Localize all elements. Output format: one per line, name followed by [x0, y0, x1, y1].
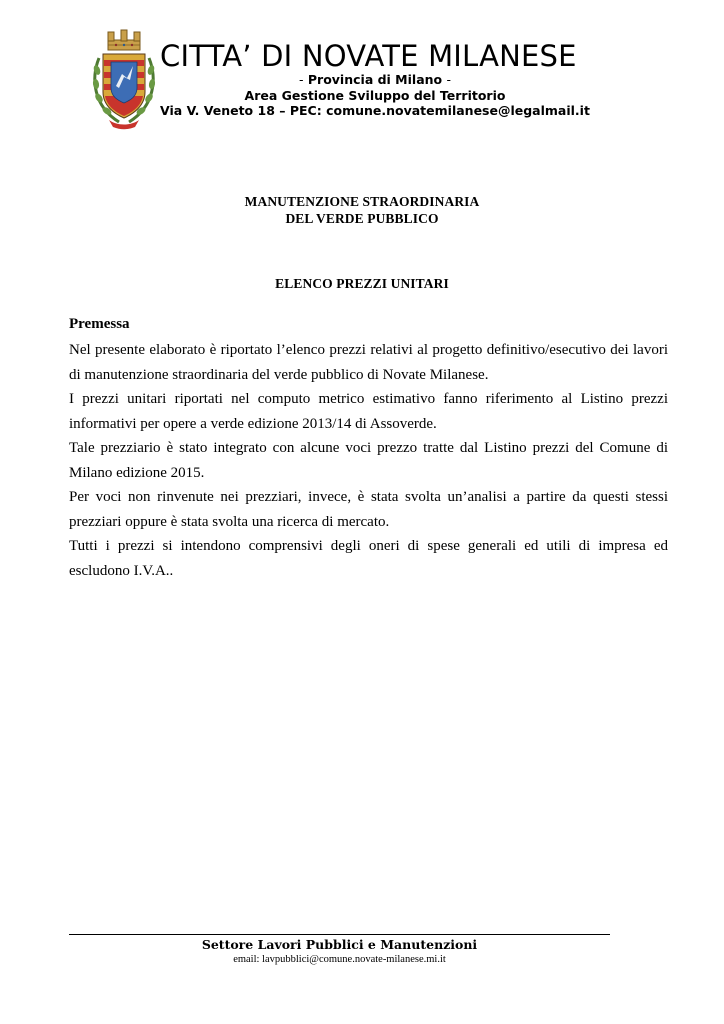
- address-line: Via V. Veneto 18 – PEC: comune.novatemilanese@legalmail.it: [160, 103, 590, 118]
- footer-department: Settore Lavori Pubblici e Manutenzioni: [201, 937, 478, 952]
- municipality-name: CITTA’ DI NOVATE MILANESE: [160, 39, 577, 73]
- province-dash-left: -: [299, 72, 304, 87]
- footer-divider: [69, 934, 610, 935]
- document-title-line2: DEL VERDE PUBBLICO: [285, 211, 439, 226]
- crown-icon: [108, 30, 140, 50]
- province-line: [160, 72, 590, 88]
- paragraph: Nel presente elaborato è riportato l’elenco prezzi relativi al progetto definitivo/esecutivo dei lavori di manutenzione straordinaria del verde pubblico di Novate Milanese.: [69, 342, 668, 383]
- department-name: Area Gestione Sviluppo del Territorio: [244, 88, 506, 103]
- paragraph: Per voci non rinvenute nei prezziari, invece, è stata svolta un’analisi a partire da questi stessi prezziari oppure è stata svolta una ricerca di mercato.: [69, 489, 668, 530]
- footer-email: email: lavpubblici@comune.novate-milanese.mi.it: [233, 954, 446, 965]
- paragraph: Tutti i prezzi si intendono comprensivi degli oneri di spese generali ed utili di impresa ed escludono I.V.A..: [69, 538, 668, 579]
- document-title-line1: MANUTENZIONE STRAORDINARIA: [244, 194, 480, 209]
- paragraph: Tale prezziario è stato integrato con alcune voci prezzo tratte dal Listino prezzi del Comune di Milano edizione 2015.: [69, 440, 668, 481]
- section-heading: Premessa: [69, 316, 130, 332]
- paragraph: I prezzi unitari riportati nel computo metrico estimativo fanno riferimento al Listino prezzi informativi per opere a verde edizione 2013/14 di Assoverde.: [69, 391, 668, 432]
- body-text: [69, 338, 668, 583]
- province-dash-right: -: [446, 72, 451, 87]
- municipal-crest-icon: [89, 28, 159, 130]
- document-subtitle: ELENCO PREZZI UNITARI: [275, 276, 449, 291]
- province-name: Provincia di Milano: [307, 72, 443, 87]
